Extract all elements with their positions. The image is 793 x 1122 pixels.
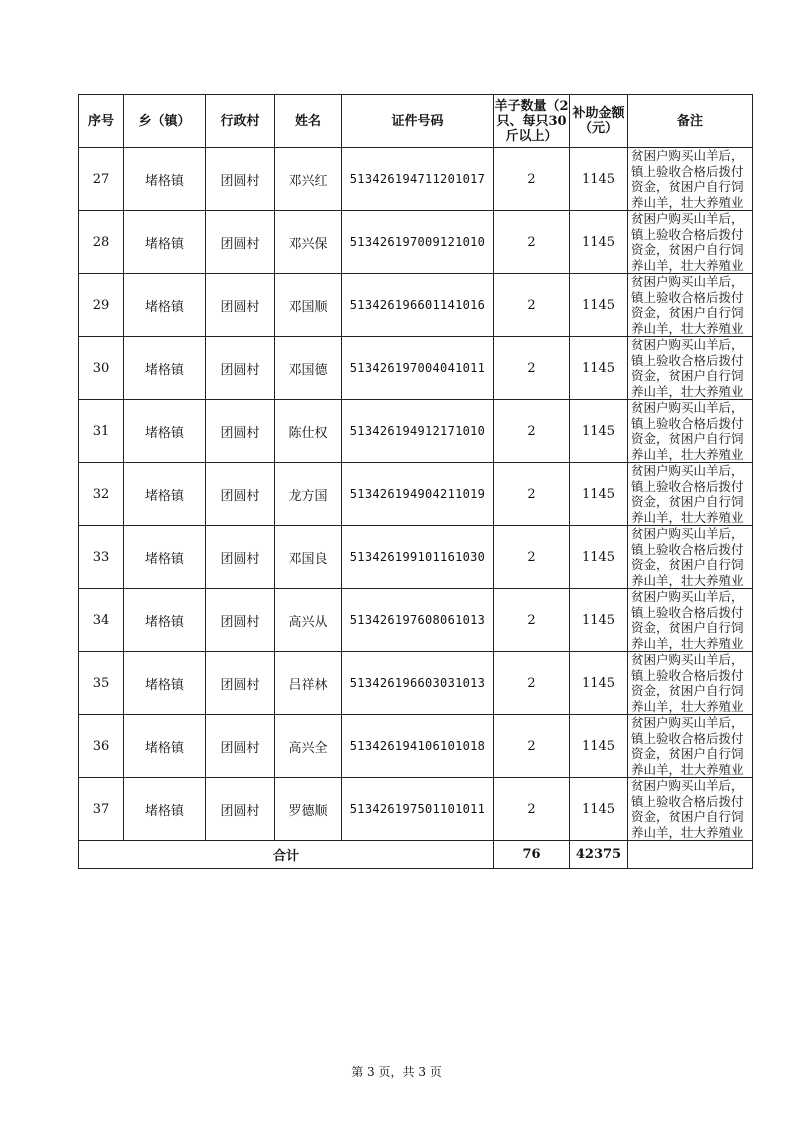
name-cell: 龙方国	[275, 463, 342, 526]
header-cell: 姓名	[275, 95, 342, 148]
row-number: 35	[79, 652, 124, 715]
note-cell: 贫困户购买山羊后，镇上验收合格后拨付资金，贫困户自行饲养山羊，壮大养殖业	[628, 211, 753, 274]
table-row	[79, 400, 753, 463]
subsidy-amount-cell: 1145	[570, 400, 628, 463]
header-cell: 乡（镇）	[124, 95, 206, 148]
goat-quantity-cell: 2	[494, 148, 570, 211]
subsidy-amount-cell: 1145	[570, 589, 628, 652]
name-cell: 邓兴红	[275, 148, 342, 211]
name-cell: 邓国顺	[275, 274, 342, 337]
subsidy-amount-cell: 1145	[570, 337, 628, 400]
table-row	[79, 526, 753, 589]
town-cell: 堵格镇	[124, 337, 206, 400]
id-number-cell: 513426197009121010	[342, 211, 494, 274]
header-cell: 备注	[628, 95, 753, 148]
note-cell: 贫困户购买山羊后，镇上验收合格后拨付资金，贫困户自行饲养山羊，壮大养殖业	[628, 652, 753, 715]
note-cell: 贫困户购买山羊后，镇上验收合格后拨付资金，贫困户自行饲养山羊，壮大养殖业	[628, 463, 753, 526]
row-number: 37	[79, 778, 124, 841]
name-cell: 邓国良	[275, 526, 342, 589]
id-number-cell: 513426199101161030	[342, 526, 494, 589]
id-number-cell: 513426196601141016	[342, 274, 494, 337]
id-number-cell: 513426197004041011	[342, 337, 494, 400]
village-cell: 团圆村	[206, 526, 275, 589]
village-cell: 团圆村	[206, 337, 275, 400]
header-cell: 羊子数量（2只、每只30斤以上）	[494, 95, 570, 148]
village-cell: 团圆村	[206, 715, 275, 778]
subsidy-amount-cell: 1145	[570, 274, 628, 337]
village-cell: 团圆村	[206, 400, 275, 463]
total-amount: 42375	[570, 841, 628, 869]
note-cell: 贫困户购买山羊后，镇上验收合格后拨付资金，贫困户自行饲养山羊，壮大养殖业	[628, 589, 753, 652]
subsidy-amount-cell: 1145	[570, 715, 628, 778]
town-cell: 堵格镇	[124, 715, 206, 778]
note-cell: 贫困户购买山羊后，镇上验收合格后拨付资金，贫困户自行饲养山羊，壮大养殖业	[628, 148, 753, 211]
row-number: 32	[79, 463, 124, 526]
name-cell: 罗德顺	[275, 778, 342, 841]
goat-quantity-cell: 2	[494, 337, 570, 400]
id-number-cell: 513426196603031013	[342, 652, 494, 715]
village-cell: 团圆村	[206, 652, 275, 715]
table-row	[79, 148, 753, 211]
subsidy-amount-cell: 1145	[570, 526, 628, 589]
subsidy-table	[78, 94, 753, 869]
id-number-cell: 513426197501101011	[342, 778, 494, 841]
table-row	[79, 778, 753, 841]
town-cell: 堵格镇	[124, 274, 206, 337]
total-label: 合计	[79, 841, 494, 869]
town-cell: 堵格镇	[124, 211, 206, 274]
town-cell: 堵格镇	[124, 400, 206, 463]
town-cell: 堵格镇	[124, 778, 206, 841]
row-number: 28	[79, 211, 124, 274]
village-cell: 团圆村	[206, 274, 275, 337]
goat-quantity-cell: 2	[494, 400, 570, 463]
total-row	[79, 841, 753, 869]
village-cell: 团圆村	[206, 463, 275, 526]
row-number: 34	[79, 589, 124, 652]
village-cell: 团圆村	[206, 778, 275, 841]
row-number: 27	[79, 148, 124, 211]
goat-quantity-cell: 2	[494, 652, 570, 715]
goat-quantity-cell: 2	[494, 526, 570, 589]
name-cell: 陈仕权	[275, 400, 342, 463]
subsidy-amount-cell: 1145	[570, 148, 628, 211]
village-cell: 团圆村	[206, 589, 275, 652]
id-number-cell: 513426194711201017	[342, 148, 494, 211]
row-number: 30	[79, 337, 124, 400]
id-number-cell: 513426194912171010	[342, 400, 494, 463]
row-number: 33	[79, 526, 124, 589]
row-number: 29	[79, 274, 124, 337]
town-cell: 堵格镇	[124, 463, 206, 526]
goat-quantity-cell: 2	[494, 463, 570, 526]
id-number-cell: 513426194106101018	[342, 715, 494, 778]
subsidy-amount-cell: 1145	[570, 652, 628, 715]
goat-quantity-cell: 2	[494, 211, 570, 274]
note-cell: 贫困户购买山羊后，镇上验收合格后拨付资金，贫困户自行饲养山羊，壮大养殖业	[628, 778, 753, 841]
town-cell: 堵格镇	[124, 652, 206, 715]
village-cell: 团圆村	[206, 211, 275, 274]
town-cell: 堵格镇	[124, 589, 206, 652]
goat-quantity-cell: 2	[494, 589, 570, 652]
subsidy-amount-cell: 1145	[570, 211, 628, 274]
name-cell: 吕祥林	[275, 652, 342, 715]
table-row	[79, 715, 753, 778]
table-row	[79, 337, 753, 400]
name-cell: 高兴全	[275, 715, 342, 778]
name-cell: 邓国德	[275, 337, 342, 400]
table-row	[79, 274, 753, 337]
header-cell: 序号	[79, 95, 124, 148]
header-cell: 补助金额（元）	[570, 95, 628, 148]
goat-quantity-cell: 2	[494, 274, 570, 337]
page-number: 第 3 页，共 3 页	[351, 1065, 442, 1079]
town-cell: 堵格镇	[124, 148, 206, 211]
id-number-cell: 513426194904211019	[342, 463, 494, 526]
subsidy-table-container	[78, 94, 753, 869]
name-cell: 邓兴保	[275, 211, 342, 274]
village-cell: 团圆村	[206, 148, 275, 211]
note-cell: 贫困户购买山羊后，镇上验收合格后拨付资金，贫困户自行饲养山羊，壮大养殖业	[628, 715, 753, 778]
header-cell: 行政村	[206, 95, 275, 148]
note-cell: 贫困户购买山羊后，镇上验收合格后拨付资金，贫困户自行饲养山羊，壮大养殖业	[628, 337, 753, 400]
table-row	[79, 589, 753, 652]
total-qty: 76	[494, 841, 570, 869]
town-cell: 堵格镇	[124, 526, 206, 589]
subsidy-amount-cell: 1145	[570, 778, 628, 841]
table-row	[79, 211, 753, 274]
id-number-cell: 513426197608061013	[342, 589, 494, 652]
goat-quantity-cell: 2	[494, 715, 570, 778]
row-number: 36	[79, 715, 124, 778]
name-cell: 高兴从	[275, 589, 342, 652]
note-cell: 贫困户购买山羊后，镇上验收合格后拨付资金，贫困户自行饲养山羊，壮大养殖业	[628, 526, 753, 589]
table-header-row	[79, 95, 753, 148]
table-row	[79, 463, 753, 526]
subsidy-amount-cell: 1145	[570, 463, 628, 526]
note-cell: 贫困户购买山羊后，镇上验收合格后拨付资金，贫困户自行饲养山羊，壮大养殖业	[628, 400, 753, 463]
header-cell: 证件号码	[342, 95, 494, 148]
total-note	[628, 841, 753, 869]
goat-quantity-cell: 2	[494, 778, 570, 841]
note-cell: 贫困户购买山羊后，镇上验收合格后拨付资金，贫困户自行饲养山羊，壮大养殖业	[628, 274, 753, 337]
table-row	[79, 652, 753, 715]
row-number: 31	[79, 400, 124, 463]
